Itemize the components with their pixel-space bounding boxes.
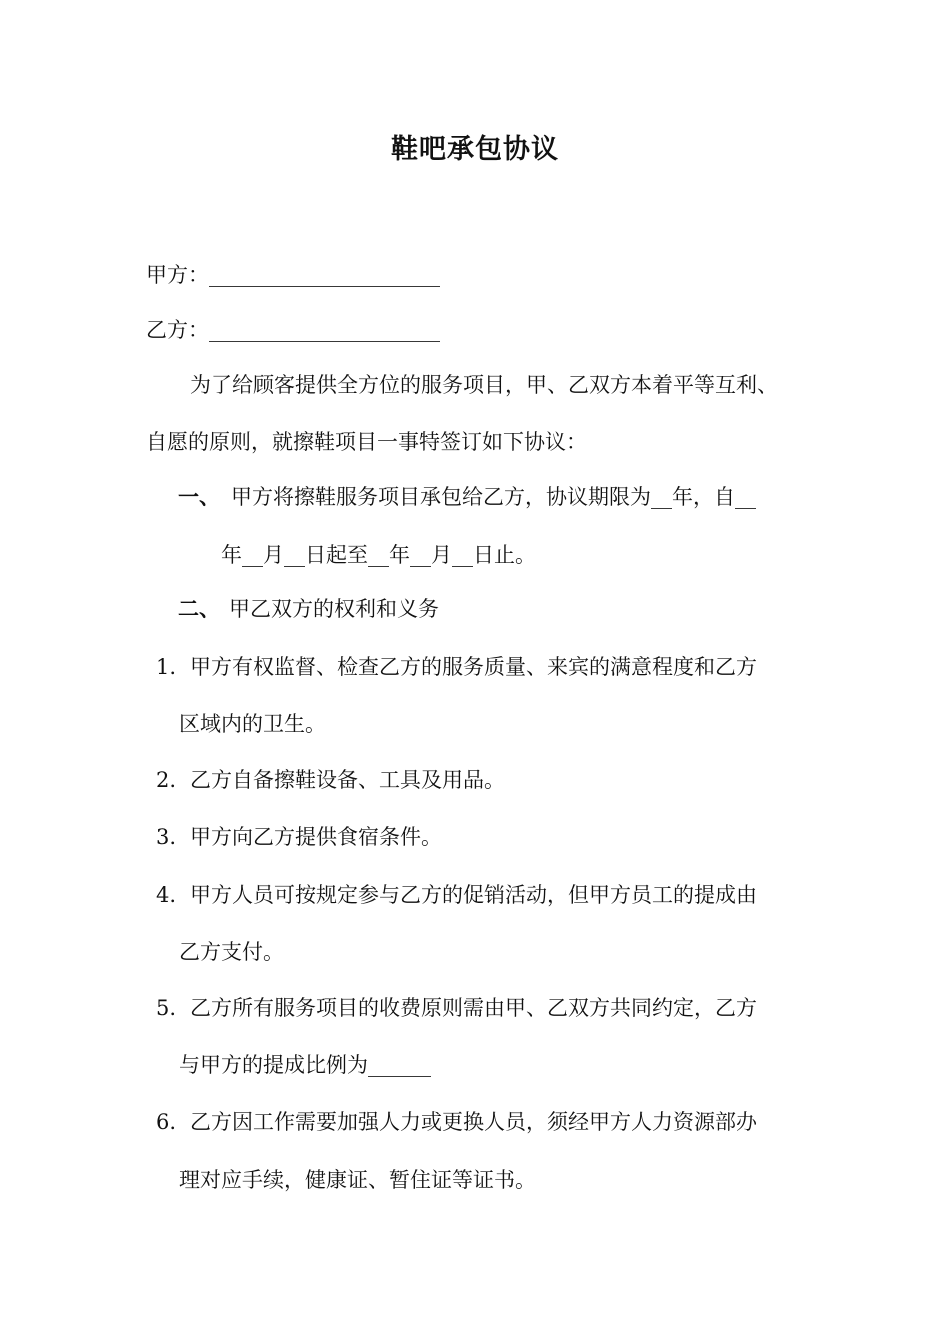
item-5-text: 乙方所有服务项目的收费原则需由甲、乙双方共同约定，乙方 (190, 996, 757, 1020)
item-4-text: 甲方人员可按规定参与乙方的促销活动，但甲方员工的提成由 (190, 883, 757, 907)
item-2-text: 乙方自备擦鞋设备、工具及用品。 (190, 768, 505, 792)
item-1-number: 1. (156, 655, 177, 679)
section-1-text-cont: 年__月__日起至__年__月__日止。 (221, 543, 536, 567)
item-1-text: 甲方有权监督、检查乙方的服务质量、来宾的满意程度和乙方 (190, 655, 757, 679)
item-6-text: 乙方因工作需要加强人力或更换人员，须经甲方人力资源部办 (190, 1110, 757, 1134)
intro-paragraph-line-1: 为了给顾客提供全方位的服务项目，甲、乙双方本着平等互利、 (190, 373, 778, 397)
item-6-number: 6. (156, 1110, 177, 1134)
item-4-text-cont: 乙方支付。 (179, 940, 284, 964)
party-a-line: 甲方：______________________ (146, 263, 440, 287)
party-b-line: 乙方：______________________ (146, 318, 440, 342)
item-5-number: 5. (156, 996, 177, 1020)
item-6-text-cont: 理对应手续，健康证、暂住证等证书。 (179, 1168, 536, 1192)
item-5-text-cont: 与甲方的提成比例为______ (179, 1053, 431, 1077)
intro-paragraph-line-2: 自愿的原则，就擦鞋项目一事特签订如下协议： (146, 430, 587, 454)
section-2-text: 甲乙双方的权利和义务 (229, 597, 439, 621)
item-1-text-cont: 区域内的卫生。 (179, 712, 326, 736)
section-1-number: 一、 (178, 484, 220, 509)
document-title: 鞋吧承包协议 (391, 134, 559, 165)
item-4-number: 4. (156, 883, 177, 907)
item-3-text: 甲方向乙方提供食宿条件。 (190, 825, 442, 849)
section-1-text: 甲方将擦鞋服务项目承包给乙方，协议期限为__年，自__ (231, 485, 756, 509)
section-2-number: 二、 (178, 596, 220, 621)
item-3-number: 3. (156, 825, 177, 849)
item-2-number: 2. (156, 768, 177, 792)
